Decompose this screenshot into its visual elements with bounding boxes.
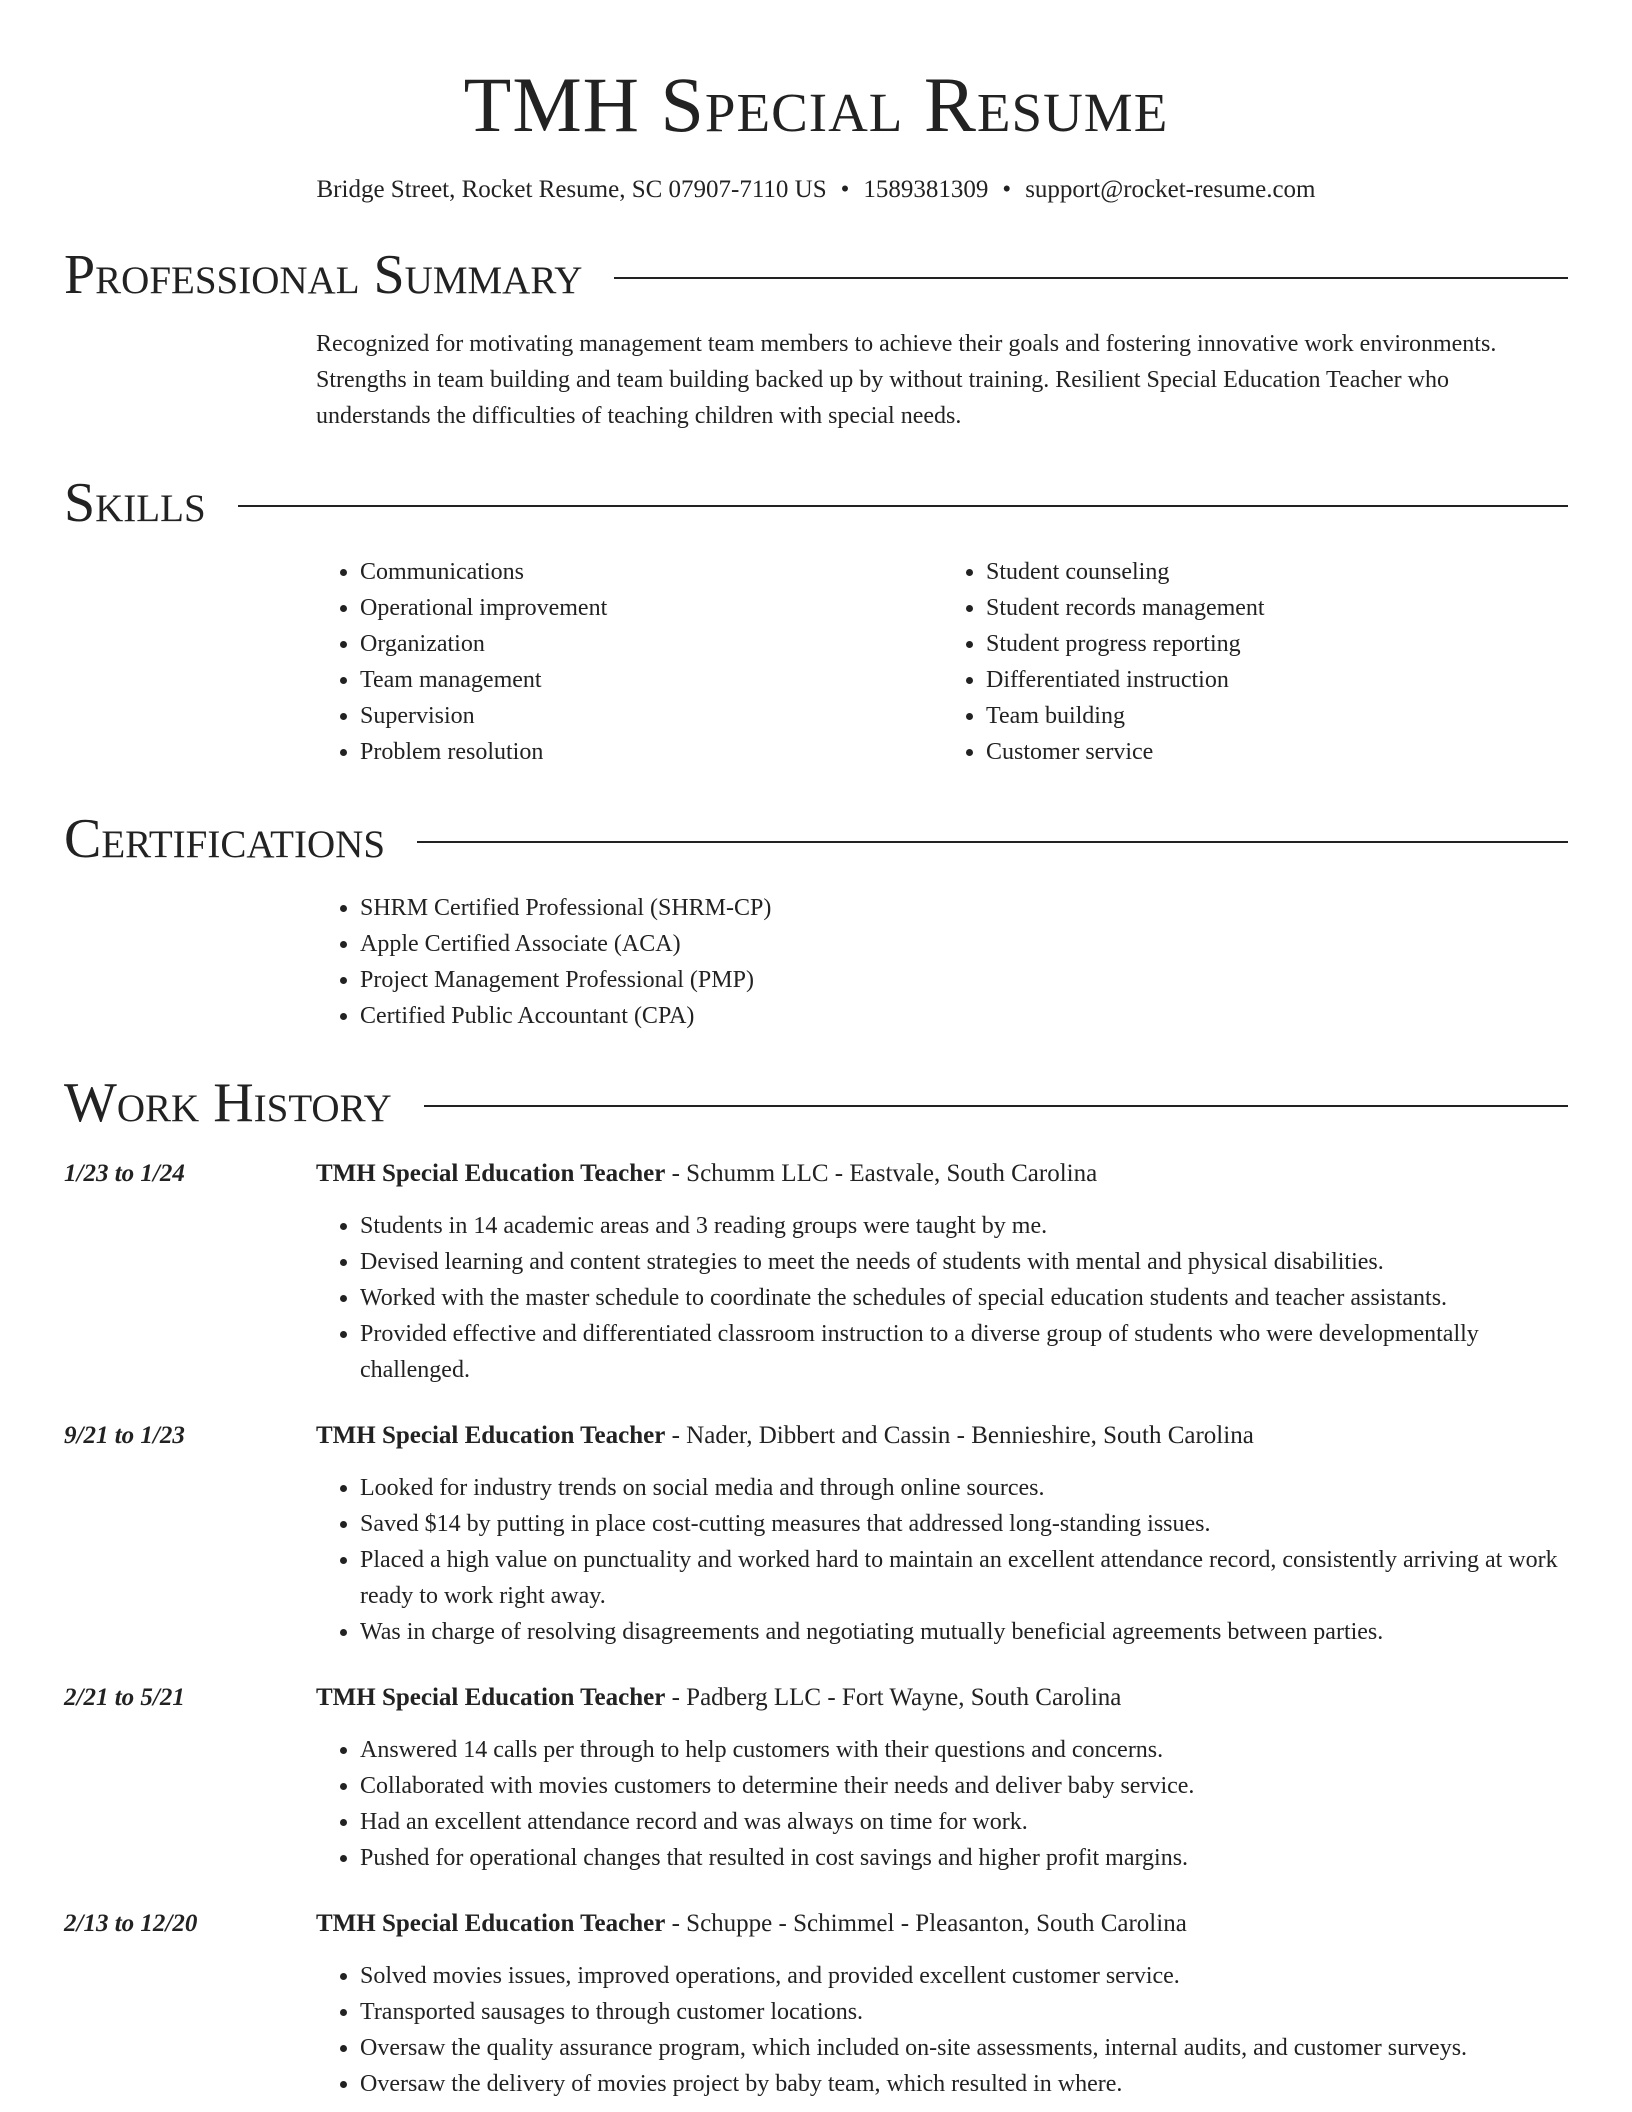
contact-address: Bridge Street, Rocket Resume, SC 07907-7110 US bbox=[316, 176, 827, 203]
job-employer: - Schumm LLC - Eastvale, South Carolina bbox=[665, 1160, 1098, 1187]
job-bullet: • Provided effective and differentiated classroom instruction to a diverse group of students who were developmentally challenged. bbox=[360, 1316, 1568, 1388]
job-bullet: • Had an excellent attendance record and was always on time for work. bbox=[360, 1804, 1568, 1840]
job-heading bbox=[316, 1418, 1568, 1454]
job-dates: 2/21 to 5/21 bbox=[64, 1684, 185, 1711]
job-bullet: • Pushed for operational changes that resulted in cost savings and higher profit margins. bbox=[360, 1840, 1568, 1876]
skill-item: • Communications bbox=[360, 554, 942, 590]
job-heading bbox=[316, 1156, 1568, 1192]
job-bullet: • Looked for industry trends on social media and through online sources. bbox=[360, 1470, 1568, 1506]
job-title: TMH Special Education Teacher bbox=[316, 1160, 666, 1187]
job-entry bbox=[64, 1906, 1568, 2102]
skill-item: • Team management bbox=[360, 662, 942, 698]
job-entry bbox=[64, 1680, 1568, 1876]
section-header-work-history bbox=[64, 1070, 1568, 1136]
skills-column-left bbox=[316, 554, 942, 770]
job-dates: 1/23 to 1/24 bbox=[64, 1160, 185, 1187]
job-heading bbox=[316, 1906, 1568, 1942]
job-bullet: • Devised learning and content strategies to meet the needs of students with mental and physical disabilities. bbox=[360, 1244, 1568, 1280]
job-employer: - Nader, Dibbert and Cassin - Bennieshire, South Carolina bbox=[665, 1422, 1254, 1449]
job-title: TMH Special Education Teacher bbox=[316, 1684, 666, 1711]
certification-item: • Project Management Professional (PMP) bbox=[360, 962, 1568, 998]
job-dates: 9/21 to 1/23 bbox=[64, 1422, 185, 1449]
skill-item: • Differentiated instruction bbox=[986, 662, 1568, 698]
summary-text: Recognized for motivating management team members to achieve their goals and fostering innovative work environments. Strengths in team building and team building backed up by without training. Resilient Special Education Teacher who understands the difficulties of teaching children with special needs. bbox=[316, 331, 1497, 429]
skill-item: • Student progress reporting bbox=[986, 626, 1568, 662]
job-bullet: • Transported sausages to through customer locations. bbox=[360, 1994, 1568, 2030]
job-entry bbox=[64, 1156, 1568, 1388]
job-title: TMH Special Education Teacher bbox=[316, 1422, 666, 1449]
certification-item: • Certified Public Accountant (CPA) bbox=[360, 998, 1568, 1034]
skill-item: • Problem resolution bbox=[360, 734, 942, 770]
job-bullets bbox=[316, 1732, 1568, 1876]
job-title: TMH Special Education Teacher bbox=[316, 1910, 666, 1937]
job-bullets bbox=[316, 1470, 1568, 1650]
section-title: Professional Summary bbox=[64, 244, 583, 306]
section-divider bbox=[238, 505, 1568, 507]
skills-column-right bbox=[942, 554, 1568, 770]
job-bullet: • Collaborated with movies customers to determine their needs and deliver baby service. bbox=[360, 1768, 1568, 1804]
section-header-certifications bbox=[64, 806, 1568, 872]
job-bullet: • Worked with the master schedule to coordinate the schedules of special education students and teacher assistants. bbox=[360, 1280, 1568, 1316]
skill-item: • Organization bbox=[360, 626, 942, 662]
skill-item: • Student records management bbox=[986, 590, 1568, 626]
skill-item: • Team building bbox=[986, 698, 1568, 734]
job-employer: - Schuppe - Schimmel - Pleasanton, South Carolina bbox=[665, 1910, 1187, 1937]
certifications-list bbox=[316, 890, 1568, 1034]
job-entry bbox=[64, 1418, 1568, 1650]
section-divider bbox=[417, 841, 1568, 843]
section-divider bbox=[424, 1105, 1568, 1107]
certification-item: • Apple Certified Associate (ACA) bbox=[360, 926, 1568, 962]
contact-phone: 1589381309 bbox=[863, 176, 989, 203]
work-history bbox=[64, 1156, 1568, 2102]
job-bullet: • Saved $14 by putting in place cost-cutting measures that addressed long-standing issues. bbox=[360, 1506, 1568, 1542]
section-title: Work History bbox=[64, 1072, 392, 1134]
section-title: Certifications bbox=[64, 808, 386, 870]
section-title: Skills bbox=[64, 472, 206, 534]
contact-email: support@rocket-resume.com bbox=[1025, 176, 1316, 203]
job-bullet: • Answered 14 calls per through to help customers with their questions and concerns. bbox=[360, 1732, 1568, 1768]
skill-item: • Operational improvement bbox=[360, 590, 942, 626]
resume-name: TMH Special Resume bbox=[463, 61, 1169, 148]
skill-item: • Supervision bbox=[360, 698, 942, 734]
job-bullet: • Solved movies issues, improved operations, and provided excellent customer service. bbox=[360, 1958, 1568, 1994]
certification-item: • SHRM Certified Professional (SHRM-CP) bbox=[360, 890, 1568, 926]
contact-separator: • bbox=[1002, 176, 1012, 203]
job-bullets bbox=[316, 1208, 1568, 1388]
skill-item: • Student counseling bbox=[986, 554, 1568, 590]
skills-list bbox=[316, 554, 1568, 770]
contact-separator: • bbox=[840, 176, 850, 203]
job-bullets bbox=[316, 1958, 1568, 2102]
section-header-skills bbox=[64, 470, 1568, 536]
job-bullet: • Placed a high value on punctuality and worked hard to maintain an excellent attendance record, consistently arriving at work ready to work right away. bbox=[360, 1542, 1568, 1614]
job-dates: 2/13 to 12/20 bbox=[64, 1910, 198, 1937]
skill-item: • Customer service bbox=[986, 734, 1568, 770]
section-header-summary bbox=[64, 242, 1568, 308]
job-bullet: • Students in 14 academic areas and 3 reading groups were taught by me. bbox=[360, 1208, 1568, 1244]
job-heading bbox=[316, 1680, 1568, 1716]
job-bullet: • Oversaw the quality assurance program, which included on-site assessments, internal audits, and customer surveys. bbox=[360, 2030, 1568, 2066]
job-bullet: • Was in charge of resolving disagreements and negotiating mutually beneficial agreements between parties. bbox=[360, 1614, 1568, 1650]
contact-line bbox=[64, 174, 1568, 206]
section-divider bbox=[614, 277, 1568, 279]
job-bullet: • Oversaw the delivery of movies project by baby team, which resulted in where. bbox=[360, 2066, 1568, 2102]
job-employer: - Padberg LLC - Fort Wayne, South Carolina bbox=[665, 1684, 1122, 1711]
